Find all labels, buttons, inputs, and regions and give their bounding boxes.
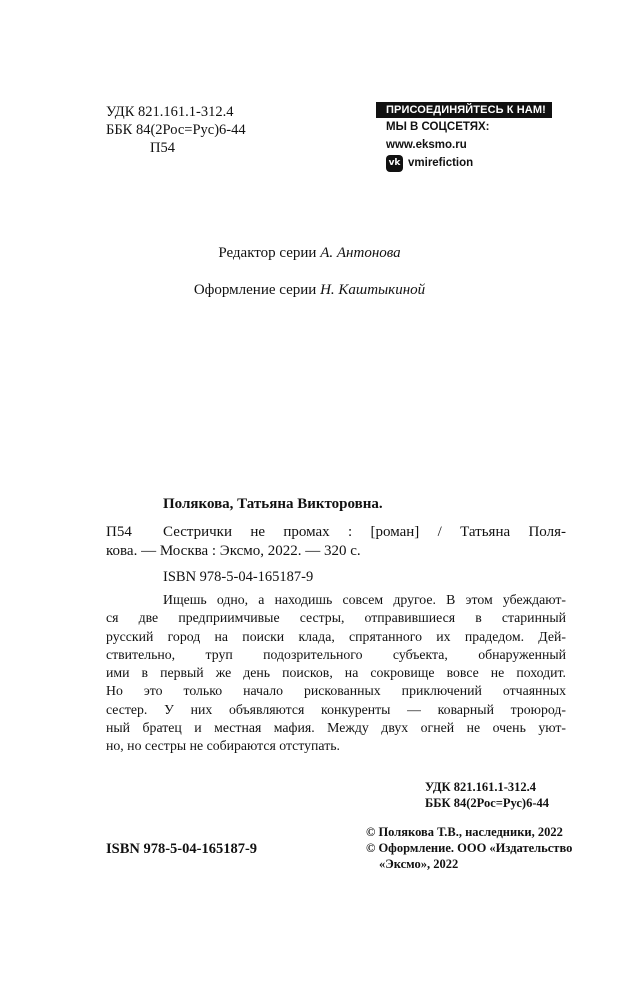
record-isbn: ISBN 978-5-04-165187-9 (163, 569, 314, 585)
annotation-line: сестер. У них объявляются конкуренты — коварный троюрод- (106, 701, 566, 717)
classification-codes-top (106, 103, 246, 157)
series-editor-line (0, 245, 619, 262)
website-link[interactable]: www.eksmo.ru (386, 139, 467, 151)
social-block (376, 102, 552, 172)
copyright-line: © Полякова Т.В., наследники, 2022 (366, 825, 563, 839)
social-label: МЫ В СОЦСЕТЯХ: (386, 121, 490, 133)
copyright-line: «Эксмо», 2022 (379, 857, 459, 871)
series-editor-role: Редактор серии (218, 245, 317, 261)
bbk-code: ББК 84(2Рос=Рус)6-44 (106, 122, 246, 138)
copyright-line: © Оформление. ООО «Издательство (366, 841, 573, 855)
vk-handle: vmirefiction (408, 157, 474, 169)
series-design-role: Оформление серии (193, 282, 317, 298)
vk-link[interactable] (376, 154, 552, 172)
book-description-line-1: Сестрички не промах : [роман] / Татьяна Поля- (163, 524, 566, 540)
vk-icon: vk (386, 155, 403, 172)
series-design-line (0, 282, 619, 299)
annotation-line: русский город на поиски клада, спрятанного их прадедом. Дей- (106, 628, 566, 644)
annotation-line: Ищешь одно, а находишь совсем другое. В этом убеждают- (163, 592, 566, 607)
series-editor-name: А. Антонова (320, 245, 401, 261)
copyright-block (366, 824, 572, 872)
series-design-name: Н. Каштыкиной (320, 282, 426, 298)
annotation-line: ся две предприимчивые сестры, отправившиеся в старинный (106, 610, 566, 626)
annotation-line: Но это только начало рискованных приключений отчаянных (106, 683, 566, 699)
udk-code: УДК 821.161.1-312.4 (106, 104, 234, 120)
join-us-banner: ПРИСОЕДИНЯЙТЕСЬ К НАМ! (376, 102, 552, 118)
annotation-line: ствительно, труп подозрительного субъекта, обнаруженный (106, 646, 566, 662)
author-mark-code: П54 (150, 140, 175, 156)
classification-codes-bottom (425, 779, 549, 811)
record-code: П54 (106, 524, 132, 540)
udk-code-bottom: УДК 821.161.1-312.4 (425, 780, 536, 794)
isbn-bottom: ISBN 978-5-04-165187-9 (106, 841, 258, 857)
book-description-line-2: кова. — Москва : Эксмо, 2022. — 320 с. (106, 543, 361, 559)
annotation-line: но, но сестры не собираются отступать. (106, 738, 340, 754)
bbk-code-bottom: ББК 84(2Рос=Рус)6-44 (425, 796, 549, 810)
author-heading: Полякова, Татьяна Викторовна. (163, 496, 383, 512)
annotation-line: ный братец и местная мафия. Между двух огней не очень уют- (106, 720, 566, 736)
annotation (106, 591, 566, 756)
annotation-line: ими в первый же день поисков, на сокровище вовсе не походит. (106, 665, 566, 681)
